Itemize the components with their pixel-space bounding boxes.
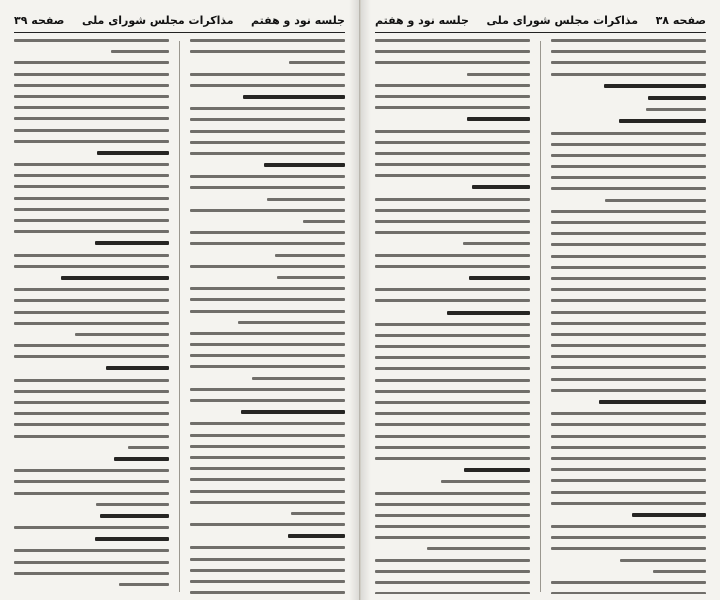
text-line: [375, 323, 530, 326]
text-line: [96, 503, 169, 506]
text-line: [427, 547, 530, 550]
text-line: [190, 186, 345, 189]
text-line: [551, 154, 706, 157]
right-page: [360, 0, 720, 600]
text-line: [447, 311, 530, 315]
text-line: [267, 198, 345, 201]
text-line: [190, 558, 345, 561]
text-line: [551, 176, 706, 179]
text-line: [551, 423, 706, 426]
text-line: [190, 467, 345, 470]
text-line: [190, 84, 345, 87]
text-line: [469, 276, 530, 280]
text-line: [441, 480, 530, 483]
text-line: [190, 546, 345, 549]
text-line: [291, 512, 345, 515]
text-line: [467, 117, 530, 121]
text-line: [190, 365, 345, 368]
text-line: [190, 445, 345, 448]
text-line: [551, 277, 706, 280]
text-line: [599, 400, 706, 404]
text-line: [620, 559, 706, 562]
text-line: [375, 492, 530, 495]
text-line: [551, 322, 706, 325]
text-line: [551, 73, 706, 76]
text-line: [375, 525, 530, 528]
text-line: [375, 174, 530, 177]
text-line: [375, 514, 530, 517]
text-line: [190, 310, 345, 313]
text-line: [551, 311, 706, 314]
text-line: [551, 435, 706, 438]
text-line: [95, 537, 169, 541]
text-line: [128, 446, 169, 449]
page-number: صفحه ۳۸: [655, 13, 706, 27]
text-column: [375, 39, 530, 594]
text-line: [551, 378, 706, 381]
text-column: [190, 39, 345, 594]
text-line: [375, 265, 530, 268]
text-line: [551, 446, 706, 449]
text-line: [648, 96, 706, 100]
text-line: [375, 390, 530, 393]
right-page-header: [375, 10, 706, 33]
text-line: [190, 152, 345, 155]
text-line: [375, 106, 530, 109]
text-line: [375, 559, 530, 562]
left-page-columns: [14, 39, 345, 594]
text-line: [190, 478, 345, 481]
text-line: [375, 231, 530, 234]
text-line: [551, 355, 706, 358]
text-line: [14, 549, 169, 552]
text-line: [14, 129, 169, 132]
text-line: [653, 570, 706, 573]
text-line: [14, 412, 169, 415]
text-line: [14, 469, 169, 472]
text-line: [190, 343, 345, 346]
text-line: [190, 231, 345, 234]
text-line: [14, 197, 169, 200]
text-line: [97, 151, 169, 155]
text-line: [114, 457, 169, 461]
text-line: [14, 355, 169, 358]
text-line: [14, 117, 169, 120]
text-line: [551, 344, 706, 347]
text-line: [190, 388, 345, 391]
text-line: [375, 423, 530, 426]
text-line: [375, 345, 530, 348]
text-line: [375, 503, 530, 506]
text-line: [551, 592, 706, 594]
text-line: [605, 199, 706, 202]
text-line: [551, 143, 706, 146]
text-line: [467, 73, 530, 76]
text-line: [551, 243, 706, 246]
text-line: [551, 165, 706, 168]
text-line: [190, 39, 345, 42]
text-line: [14, 435, 169, 438]
text-line: [551, 221, 706, 224]
text-line: [551, 491, 706, 494]
text-line: [14, 288, 169, 291]
text-line: [14, 219, 169, 222]
text-line: [190, 501, 345, 504]
column-divider: [540, 41, 541, 592]
text-line: [375, 39, 530, 42]
page-number: صفحه ۳۹: [14, 13, 65, 27]
text-line: [551, 457, 706, 460]
text-line: [551, 187, 706, 190]
text-column: [551, 39, 706, 594]
text-line: [472, 185, 530, 189]
text-line: [375, 356, 530, 359]
text-line: [190, 399, 345, 402]
text-line: [375, 209, 530, 212]
session-label: جلسه نود و هفتم: [251, 13, 345, 27]
session-label: جلسه نود و هفتم: [375, 13, 469, 27]
text-line: [190, 490, 345, 493]
journal-title: مذاکرات مجلس شورای ملی: [486, 13, 639, 27]
text-line: [551, 232, 706, 235]
text-line: [375, 95, 530, 98]
text-line: [14, 311, 169, 314]
text-line: [375, 581, 530, 584]
text-line: [190, 118, 345, 121]
text-line: [464, 468, 530, 472]
text-line: [14, 39, 169, 42]
text-line: [375, 446, 530, 449]
text-line: [238, 321, 345, 324]
gutter-shadow: [361, 0, 371, 600]
text-line: [95, 241, 169, 245]
text-line: [61, 276, 169, 280]
text-line: [14, 84, 169, 87]
text-line: [375, 299, 530, 302]
left-page-header: [14, 10, 345, 33]
text-line: [551, 389, 706, 392]
text-line: [551, 581, 706, 584]
text-line: [375, 457, 530, 460]
text-line: [190, 242, 345, 245]
text-line: [375, 84, 530, 87]
text-line: [14, 230, 169, 233]
text-line: [551, 468, 706, 471]
text-line: [375, 254, 530, 257]
text-line: [551, 266, 706, 269]
column-divider: [179, 41, 180, 592]
text-line: [190, 107, 345, 110]
text-line: [190, 422, 345, 425]
text-line: [190, 209, 345, 212]
text-line: [14, 254, 169, 257]
text-line: [190, 569, 345, 572]
text-line: [14, 73, 169, 76]
text-line: [277, 276, 345, 279]
text-line: [551, 479, 706, 482]
text-line: [190, 456, 345, 459]
text-line: [551, 288, 706, 291]
text-line: [14, 163, 169, 166]
text-line: [14, 185, 169, 188]
text-line: [14, 561, 169, 564]
text-line: [111, 50, 169, 53]
text-line: [375, 570, 530, 573]
text-line: [100, 514, 169, 518]
text-line: [646, 108, 706, 111]
text-line: [190, 591, 345, 594]
text-line: [14, 423, 169, 426]
text-line: [604, 84, 706, 88]
text-line: [375, 367, 530, 370]
gutter-shadow: [349, 0, 359, 600]
text-line: [375, 50, 530, 53]
text-line: [375, 152, 530, 155]
text-line: [14, 174, 169, 177]
text-line: [551, 366, 706, 369]
text-line: [190, 298, 345, 301]
text-line: [190, 130, 345, 133]
text-line: [551, 333, 706, 336]
text-line: [551, 547, 706, 550]
text-line: [375, 435, 530, 438]
text-line: [14, 526, 169, 529]
text-line: [375, 61, 530, 64]
text-line: [14, 265, 169, 268]
text-line: [190, 434, 345, 437]
text-line: [190, 287, 345, 290]
text-line: [375, 592, 530, 594]
text-line: [14, 140, 169, 143]
text-column: [14, 39, 169, 594]
text-line: [632, 513, 706, 517]
text-line: [551, 299, 706, 302]
text-line: [264, 163, 345, 167]
text-line: [375, 220, 530, 223]
text-line: [551, 132, 706, 135]
text-line: [14, 480, 169, 483]
text-line: [14, 492, 169, 495]
text-line: [190, 175, 345, 178]
text-line: [375, 288, 530, 291]
text-line: [463, 242, 530, 245]
text-line: [375, 536, 530, 539]
text-line: [375, 163, 530, 166]
text-line: [14, 390, 169, 393]
text-line: [14, 61, 169, 64]
text-line: [14, 208, 169, 211]
text-line: [551, 412, 706, 415]
text-line: [106, 366, 169, 370]
text-line: [288, 534, 345, 538]
text-line: [14, 401, 169, 404]
text-line: [119, 583, 169, 586]
text-line: [375, 412, 530, 415]
text-line: [375, 401, 530, 404]
right-page-columns: [375, 39, 706, 594]
text-line: [14, 344, 169, 347]
text-line: [190, 354, 345, 357]
text-line: [243, 95, 345, 99]
text-line: [190, 580, 345, 583]
text-line: [252, 377, 345, 380]
text-line: [375, 379, 530, 382]
text-line: [619, 119, 706, 123]
text-line: [190, 265, 345, 268]
text-line: [375, 198, 530, 201]
text-line: [375, 130, 530, 133]
text-line: [275, 254, 345, 257]
text-line: [241, 410, 345, 414]
journal-title: مذاکرات مجلس شورای ملی: [81, 13, 234, 27]
text-line: [375, 334, 530, 337]
text-line: [551, 61, 706, 64]
text-line: [190, 523, 345, 526]
text-line: [75, 333, 169, 336]
text-line: [303, 220, 345, 223]
text-line: [190, 332, 345, 335]
text-line: [14, 106, 169, 109]
text-line: [14, 299, 169, 302]
text-line: [551, 39, 706, 42]
text-line: [14, 572, 169, 575]
text-line: [551, 50, 706, 53]
text-line: [190, 141, 345, 144]
text-line: [14, 95, 169, 98]
text-line: [375, 141, 530, 144]
text-line: [14, 379, 169, 382]
text-line: [14, 322, 169, 325]
text-line: [551, 502, 706, 505]
text-line: [551, 210, 706, 213]
text-line: [190, 50, 345, 53]
text-line: [289, 61, 345, 64]
text-line: [551, 536, 706, 539]
text-line: [551, 255, 706, 258]
text-line: [190, 73, 345, 76]
text-line: [551, 525, 706, 528]
